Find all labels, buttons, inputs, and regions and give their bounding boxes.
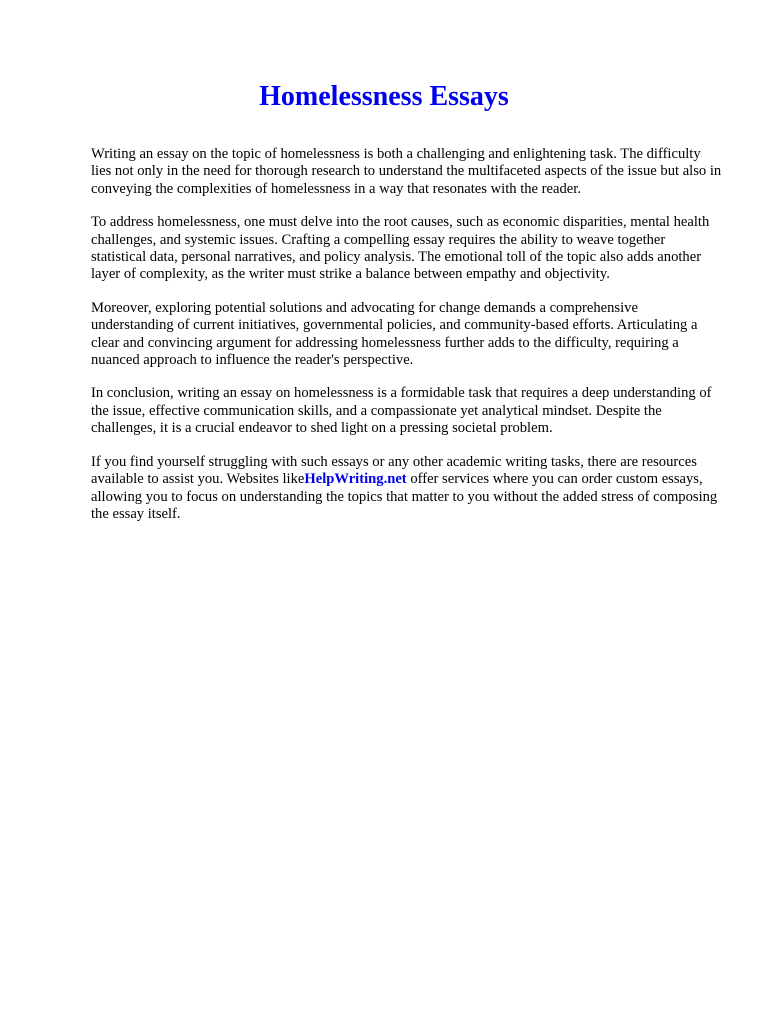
paragraph-conclusion: In conclusion, writing an essay on homelessness is a formidable task that requires a deep understanding of the issue, effective communication skills, and a compassionate yet analytical mindset. Despite the challenges, it is a crucial endeavor to shed light on a pressing societal problem. bbox=[91, 385, 712, 437]
page-title: Homelessness Essays bbox=[259, 81, 509, 112]
paragraph-root-causes: To address homelessness, one must delve into the root causes, such as economic disparities, mental health challenges, and systemic issues. Crafting a compelling essay requires the ability to weave together statistical data, personal narratives, and policy analysis. The emotional toll of the topic also adds another layer of complexity, as the writer must strike a balance between empathy and objectivity. bbox=[91, 214, 710, 283]
paragraph-closing bbox=[91, 454, 723, 524]
paragraph-intro: Writing an essay on the topic of homelessness is both a challenging and enlightening task. The difficulty lies not only in the need for thorough research to understand the multifaceted aspects of the issue but also in conveying the complexities of homelessness in a way that resonates with the reader. bbox=[91, 146, 722, 197]
helpwriting-link[interactable]: HelpWriting.net bbox=[304, 471, 407, 488]
closing-text-after-link: offer services where you can order custom essays, allowing you to focus on understanding the topics that matter to you without the added stress of composing the essay itself. bbox=[91, 471, 718, 522]
closing-text-before-link: If you find yourself struggling with such essays or any other academic writing tasks, there are resources available to assist you. Websites like bbox=[91, 453, 697, 488]
essay-body bbox=[91, 146, 723, 539]
paragraph-solutions: Moreover, exploring potential solutions and advocating for change demands a comprehensive understanding of current initiatives, governmental policies, and community-based efforts. Articulating a clear and convincing argument for addressing homelessness further adds to the difficulty, requiring a nuanced approach to influence the reader's perspective. bbox=[91, 299, 698, 369]
